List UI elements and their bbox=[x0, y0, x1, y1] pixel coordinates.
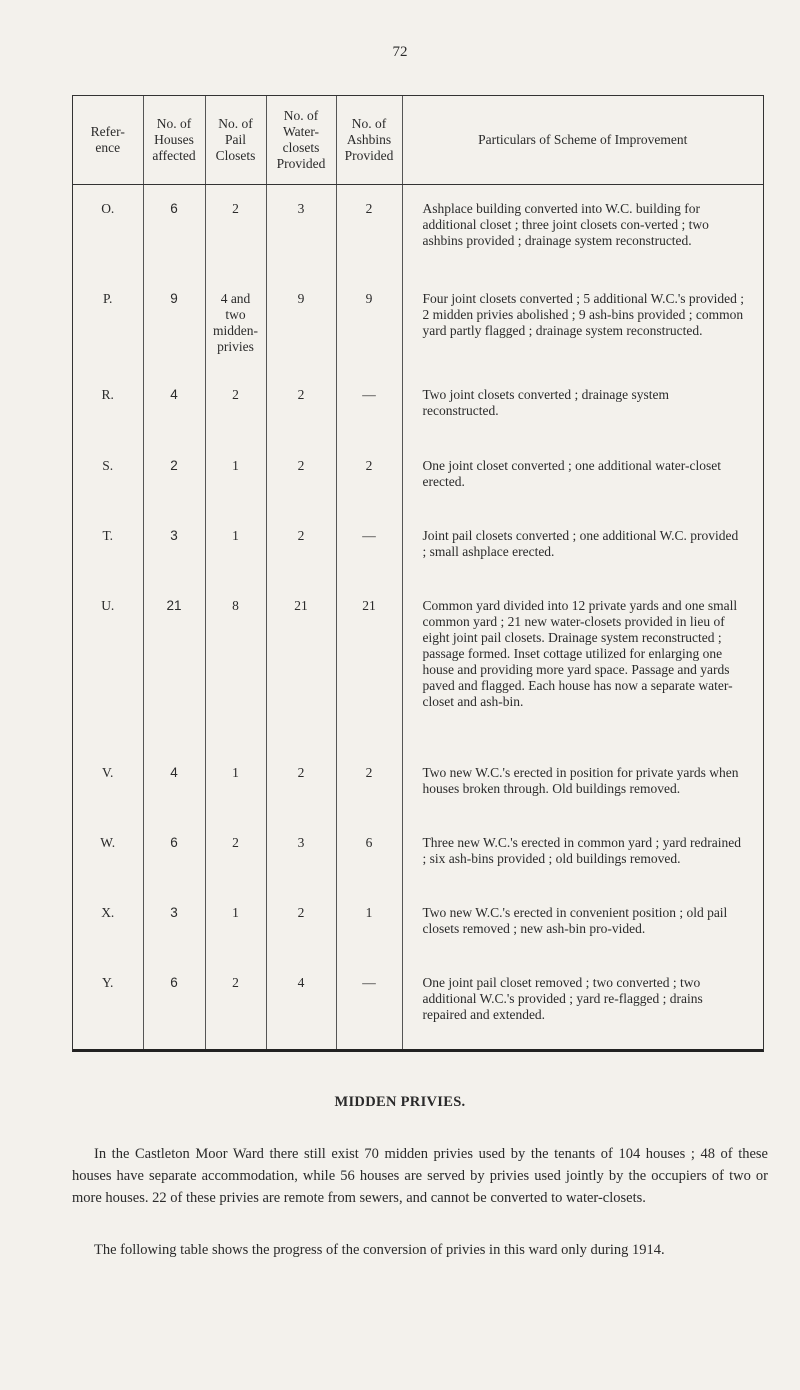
cell-reference: O. bbox=[101, 201, 115, 216]
header-houses-affected: No. of Houses affected bbox=[143, 96, 205, 185]
table-row bbox=[73, 819, 763, 889]
table-header-row bbox=[73, 96, 763, 185]
table-row bbox=[73, 889, 763, 959]
cell-ashbins: — bbox=[336, 959, 402, 1049]
header-particulars: Particulars of Scheme of Improvement bbox=[402, 96, 763, 185]
cell-water-closets: 21 bbox=[266, 582, 336, 749]
cell-houses-affected: 6 bbox=[143, 819, 205, 889]
cell-houses-affected: 3 bbox=[143, 889, 205, 959]
header-water-closets: No. of Water- closets Provided bbox=[266, 96, 336, 185]
page-number: 72 bbox=[392, 44, 408, 60]
cell-houses-affected: 2 bbox=[143, 442, 205, 512]
cell-houses-affected: 9 bbox=[143, 275, 205, 372]
cell-ashbins: — bbox=[336, 371, 402, 441]
cell-ashbins: 2 bbox=[336, 442, 402, 512]
header-reference: Refer- ence bbox=[73, 96, 143, 185]
cell-water-closets: 2 bbox=[266, 889, 336, 959]
cell-reference: V. bbox=[102, 764, 114, 780]
cell-particulars: Two new W.C.'s erected in position for private yards when houses broken through. Old buildings removed. bbox=[402, 749, 763, 819]
cell-reference: T. bbox=[102, 527, 114, 543]
table-row bbox=[73, 275, 763, 372]
cell-water-closets: 2 bbox=[266, 512, 336, 582]
cell-ashbins: 2 bbox=[336, 749, 402, 819]
cell-houses-affected: 4 bbox=[143, 749, 205, 819]
cell-particulars: Four joint closets converted ; 5 additional W.C.'s provided ; 2 midden privies abolished ; 9 ash-bins provided ; common yard partly flagged ; drainage system reconstructed. bbox=[402, 275, 763, 372]
table-row bbox=[73, 442, 763, 512]
paragraph-midden-privies: In the Castleton Moor Ward there still exist 70 midden privies used by the tenants of 104 houses ; 48 of these houses have separate accommodation, while 56 houses are served by privies used jointly by the occupiers of two or more houses. 22 of these privies are remote from sewers, and cannot be converted to water-closets. bbox=[72, 1145, 768, 1206]
paragraph-following-table: The following table shows the progress of the conversion of privies in this ward only during 1914. bbox=[94, 1241, 665, 1258]
cell-pail-closets: 2 bbox=[205, 819, 266, 889]
cell-pail-closets: 1 bbox=[205, 889, 266, 959]
table-row bbox=[73, 582, 763, 749]
table-row bbox=[73, 749, 763, 819]
cell-water-closets: 2 bbox=[266, 371, 336, 441]
cell-houses-affected: 6 bbox=[143, 959, 205, 1049]
cell-particulars: Two joint closets converted ; drainage system reconstructed. bbox=[402, 371, 763, 441]
cell-water-closets: 4 bbox=[266, 959, 336, 1049]
cell-houses-affected: 3 bbox=[143, 512, 205, 582]
cell-water-closets: 3 bbox=[266, 185, 336, 275]
cell-reference: U. bbox=[101, 597, 115, 613]
header-pail-closets: No. of Pail Closets bbox=[205, 96, 266, 185]
cell-pail-closets: 2 bbox=[205, 959, 266, 1049]
cell-reference: R. bbox=[101, 387, 114, 403]
table-row bbox=[73, 185, 763, 275]
cell-reference: S. bbox=[102, 457, 114, 473]
cell-reference: X. bbox=[101, 905, 115, 921]
table-row bbox=[73, 512, 763, 582]
cell-particulars: Common yard divided into 12 private yards and one small common yard ; 21 new water-closets provided in lieu of eight joint pail closets. Drainage system reconstructed ; passage formed. Inset cottage utilized for enlarging one house and providing more yard space. Passage and yards paved and flagged. Each house has now a separate water-closet and ash-bin. bbox=[402, 582, 763, 749]
cell-particulars: One joint closet converted ; one additional water-closet erected. bbox=[402, 442, 763, 512]
cell-reference: Y. bbox=[102, 975, 114, 991]
cell-houses-affected: 4 bbox=[143, 371, 205, 441]
cell-ashbins: — bbox=[336, 512, 402, 582]
cell-reference: W. bbox=[100, 835, 116, 851]
cell-pail-closets: 1 bbox=[205, 512, 266, 582]
cell-ashbins: 21 bbox=[336, 582, 402, 749]
cell-ashbins: 6 bbox=[336, 819, 402, 889]
cell-particulars: One joint pail closet removed ; two converted ; two additional W.C.'s provided ; yard re-flagged ; drains repaired and extended. bbox=[402, 959, 763, 1049]
cell-particulars: Ashplace building converted into W.C. building for additional closet ; three joint closets con-verted ; two ashbins provided ; drainage system reconstructed. bbox=[402, 185, 763, 275]
cell-particulars: Three new W.C.'s erected in common yard ; yard redrained ; six ash-bins provided ; old buildings removed. bbox=[402, 819, 763, 889]
cell-water-closets: 2 bbox=[266, 442, 336, 512]
cell-water-closets: 3 bbox=[266, 819, 336, 889]
cell-particulars: Two new W.C.'s erected in convenient position ; old pail closets removed ; new ash-bin pro-vided. bbox=[402, 889, 763, 959]
cell-particulars: Joint pail closets converted ; one additional W.C. provided ; small ashplace erected. bbox=[402, 512, 763, 582]
cell-pail-closets: 1 bbox=[205, 442, 266, 512]
cell-reference: P. bbox=[103, 290, 113, 306]
cell-pail-closets: 2 bbox=[205, 185, 266, 275]
table-body bbox=[73, 185, 763, 1050]
cell-ashbins: 2 bbox=[336, 185, 402, 275]
cell-ashbins: 1 bbox=[336, 889, 402, 959]
cell-water-closets: 9 bbox=[266, 275, 336, 372]
cell-pail-closets: 8 bbox=[205, 582, 266, 749]
table-row bbox=[73, 959, 763, 1049]
cell-houses-affected: 21 bbox=[143, 582, 205, 749]
cell-pail-closets: 1 bbox=[205, 749, 266, 819]
cell-houses-affected: 6 bbox=[143, 185, 205, 275]
cell-ashbins: 9 bbox=[336, 275, 402, 372]
cell-pail-closets: 4 and two midden- privies bbox=[205, 275, 266, 372]
cell-water-closets: 2 bbox=[266, 749, 336, 819]
cell-pail-closets: 2 bbox=[205, 371, 266, 441]
section-heading: MIDDEN PRIVIES. bbox=[334, 1094, 466, 1110]
table-row bbox=[73, 371, 763, 441]
improvement-table bbox=[73, 96, 763, 1049]
header-ashbins: No. of Ashbins Provided bbox=[336, 96, 402, 185]
improvement-table-frame bbox=[72, 95, 764, 1052]
